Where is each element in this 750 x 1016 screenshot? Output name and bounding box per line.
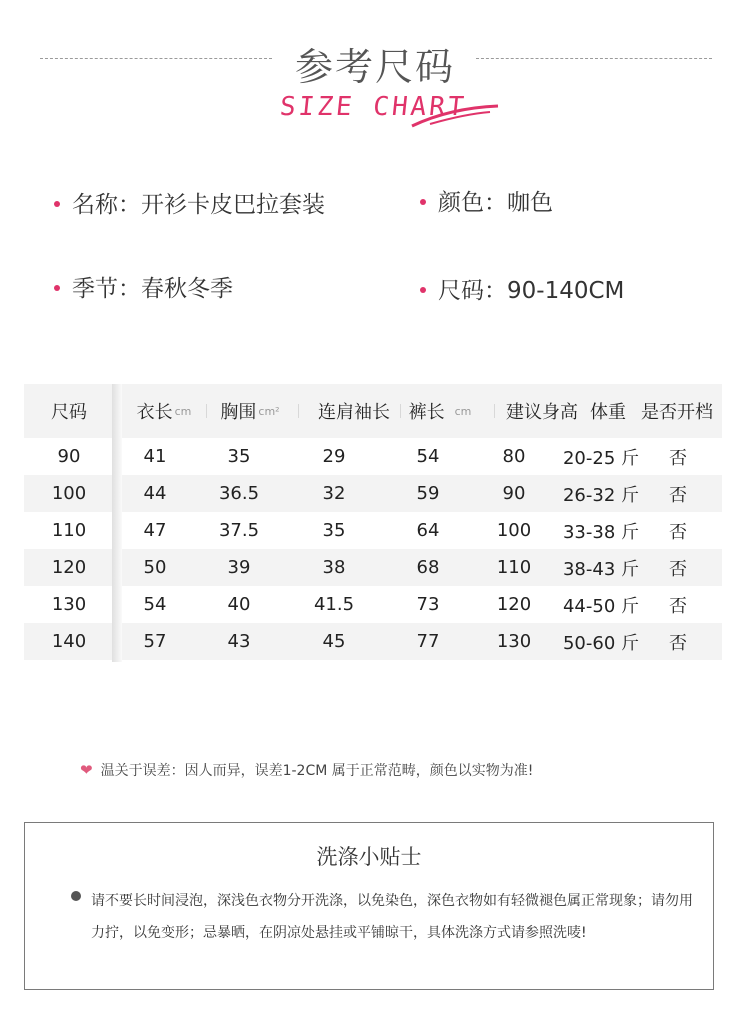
table-cell: 77 — [416, 631, 440, 652]
table-cell: 44 — [143, 483, 167, 504]
header-divider — [298, 404, 299, 418]
header-divider — [494, 404, 495, 418]
table-row — [24, 438, 722, 475]
table-row — [24, 475, 722, 512]
error-note-text: 温关于误差：因人而异，误差1-2CM 属于正常范畴，颜色以实物为准! — [100, 763, 534, 779]
bullet-icon — [420, 199, 426, 205]
washing-tips-title: 洗涤小贴士 — [316, 845, 422, 869]
table-cell: 110 — [496, 557, 532, 578]
bullet-icon — [420, 287, 426, 293]
table-cell: 40 — [227, 594, 251, 615]
table-cell: 47 — [143, 520, 167, 541]
table-cell: 38-43 斤 — [562, 558, 640, 580]
table-cell: 否 — [669, 521, 687, 543]
info-value: 90-140CM — [507, 278, 625, 304]
table-header-cell: 衣长 cm — [136, 402, 192, 423]
table-cell: 110 — [51, 520, 87, 541]
table-cell: 否 — [669, 558, 687, 580]
table-header-cell: 胸围 cm² — [220, 402, 280, 423]
table-header-cell: 连肩袖长 — [318, 402, 390, 423]
table-header-cell: 尺码 — [51, 402, 87, 423]
table-cell: 140 — [51, 631, 87, 652]
table-cell: 20-25 斤 — [562, 447, 640, 469]
table-cell: 45 — [322, 631, 346, 652]
table-cell: 120 — [51, 557, 87, 578]
info-color — [420, 184, 553, 217]
table-cell: 57 — [143, 631, 167, 652]
table-cell: 41 — [143, 446, 167, 467]
info-value: 咖色 — [507, 190, 553, 216]
table-cell: 50-60 斤 — [562, 632, 640, 654]
info-label: 名称： — [72, 192, 141, 218]
table-cell: 32 — [322, 483, 346, 504]
bullet-icon — [71, 891, 81, 901]
table-cell: 130 — [51, 594, 87, 615]
heart-icon: ❤ — [80, 761, 93, 779]
table-cell: 54 — [143, 594, 167, 615]
info-value: 春秋冬季 — [141, 276, 233, 302]
table-cell: 90 — [502, 483, 526, 504]
table-cell: 90 — [57, 446, 81, 467]
error-note — [80, 760, 533, 780]
table-cell: 100 — [496, 520, 532, 541]
table-cell: 37.5 — [218, 520, 260, 541]
header-divider-right — [476, 58, 712, 59]
table-cell: 否 — [669, 595, 687, 617]
table-header-cell: 建议身高 — [506, 402, 578, 423]
table-cell: 35 — [227, 446, 251, 467]
info-size — [420, 272, 624, 305]
table-cell: 44-50 斤 — [562, 595, 640, 617]
table-cell: 43 — [227, 631, 251, 652]
table-cell: 33-38 斤 — [562, 521, 640, 543]
page-title: 参考尺码 — [294, 45, 455, 89]
table-row — [24, 623, 722, 660]
table-cell: 59 — [416, 483, 440, 504]
table-cell: 64 — [416, 520, 440, 541]
table-cell: 否 — [669, 632, 687, 654]
bullet-icon — [54, 285, 60, 291]
table-header-cell: 体重 — [590, 402, 626, 423]
size-table — [24, 384, 722, 660]
info-name — [54, 186, 325, 219]
info-value: 开衫卡皮巴拉套装 — [141, 192, 325, 218]
table-cell: 100 — [51, 483, 87, 504]
column-divider — [112, 384, 122, 662]
table-cell: 50 — [143, 557, 167, 578]
header-divider — [400, 404, 401, 418]
table-row — [24, 586, 722, 623]
table-cell: 54 — [416, 446, 440, 467]
table-cell: 68 — [416, 557, 440, 578]
info-label: 颜色： — [438, 190, 507, 216]
info-label: 季节： — [72, 276, 141, 302]
info-label: 尺码： — [438, 278, 507, 304]
table-header-cell: 是否开档 — [641, 402, 713, 423]
table-header-row — [24, 384, 722, 438]
table-cell: 35 — [322, 520, 346, 541]
table-cell: 否 — [669, 484, 687, 506]
table-cell: 120 — [496, 594, 532, 615]
washing-tips-text: 请不要长时间浸泡，深浅色衣物分开洗涤，以免染色，深色衣物如有轻微褪色属正常现象；请勿用力拧，以免变形；忌暴晒，在阴凉处悬挂或平铺晾干，具体洗涤方式请参照洗唛! — [91, 893, 693, 941]
table-cell: 73 — [416, 594, 440, 615]
swoosh-decoration-icon — [410, 100, 500, 130]
table-cell: 41.5 — [313, 594, 355, 615]
info-season — [54, 270, 233, 303]
table-cell: 36.5 — [218, 483, 260, 504]
header — [0, 28, 750, 128]
table-cell: 39 — [227, 557, 251, 578]
bullet-icon — [54, 201, 60, 207]
table-header-cell: 裤长 cm — [408, 402, 472, 423]
table-cell: 29 — [322, 446, 346, 467]
table-cell: 38 — [322, 557, 346, 578]
table-cell: 否 — [669, 447, 687, 469]
header-divider — [206, 404, 207, 418]
table-cell: 80 — [502, 446, 526, 467]
page-subtitle: SIZE CHART — [278, 92, 469, 122]
washing-tips-box — [24, 822, 714, 990]
table-cell: 26-32 斤 — [562, 484, 640, 506]
table-cell: 130 — [496, 631, 532, 652]
table-row — [24, 549, 722, 586]
table-row — [24, 512, 722, 549]
